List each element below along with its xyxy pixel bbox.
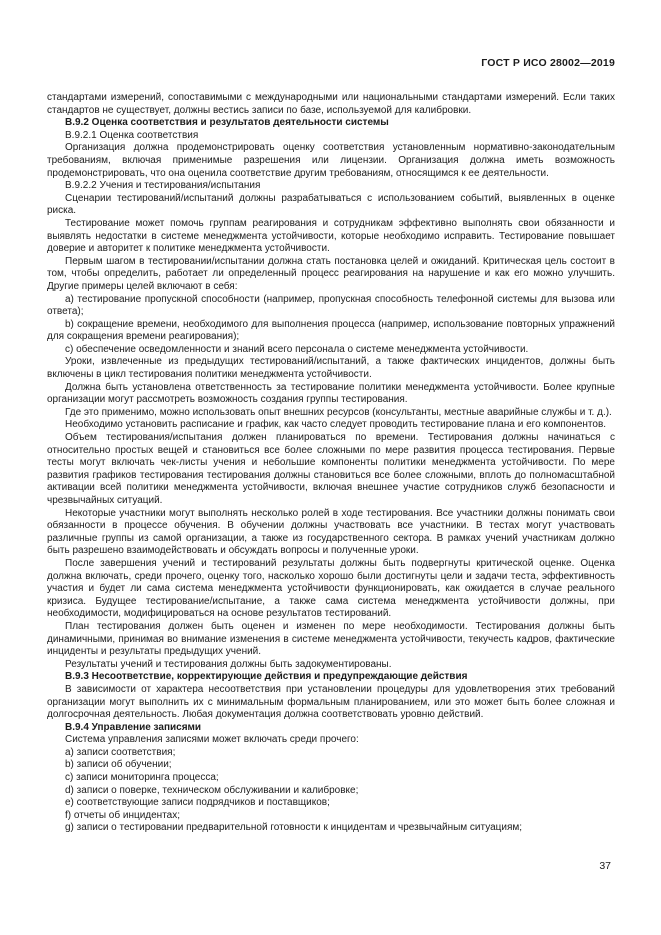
list-item: b) записи об обучении; <box>65 759 172 771</box>
paragraph: Где это применимо, можно использовать опыт внешних ресурсов (консультанты, местные аварийные службы и т. д.). <box>65 406 612 418</box>
paragraph: Организация должна продемонстрировать оценку соответствия установленным нормативно-законодательным требованиям, включая применимые разрешения или лицензии. Организация должна иметь возможность продемонстрировать, что она оценила соответствие другим требованиям, относящимся к ее деятельности. <box>47 142 615 179</box>
paragraph: Первым шагом в тестировании/испытании должна стать постановка целей и ожиданий. Критическая цель состоит в том, чтобы определить, работает ли определенный процесс реагирования на нарушение и как его можно улучшить. Другие примеры целей включают в себя: <box>47 255 615 292</box>
list-item: d) записи о поверке, техническом обслуживании и калибровке; <box>65 784 359 796</box>
section-heading: В.9.4 Управление записями <box>65 721 202 733</box>
list-item: a) записи соответствия; <box>65 746 176 758</box>
paragraph: Должна быть установлена ответственность за тестирование политики менеджмента устойчивости. Более крупные организации могут рассмотреть возможность создания группы тестирования. <box>47 381 615 406</box>
document-content <box>47 92 615 835</box>
paragraph: Тестирование может помочь группам реагирования и сотрудникам эффективно выполнять свои обязанности и выявлять недостатки в системе менеджмента устойчивости, которые необходимо исправить. Тестирование повышает доверие и авторитет к политике менеджмента устойчивости. <box>47 217 615 255</box>
list-item: e) соответствующие записи подрядчиков и поставщиков; <box>65 797 330 809</box>
list-item: b) сокращение времени, необходимого для выполнения процесса (например, использование повторных упражнений для сокращения времени реагирования); <box>47 318 615 343</box>
paragraph: Необходимо установить расписание и график, как часто следует проводить тестирование плана и его компонентов. <box>65 419 607 431</box>
page-footer <box>599 860 611 872</box>
paragraph: План тестирования должен быть оценен и изменен по мере необходимости. Тестирования должны быть динамичными, принимая во внимание изменения в системе менеджмента устойчивости, текучесть кадров, фактические инциденты и результаты предыдущих учений. <box>47 620 615 658</box>
paragraph: Система управления записями может включать среди прочего: <box>65 734 359 746</box>
paragraph: В.9.2.2 Учения и тестирования/испытания <box>65 180 261 192</box>
list-item: c) записи мониторинга процесса; <box>65 772 219 784</box>
paragraph: Объем тестирования/испытания должен планироваться по времени. Тестирования должны начинаться с относительно простых вещей и становиться все более сложными по мере развития процесса тестирования. Первые тесты могут включать чек-листы учения и небольшие компоненты политики менеджмента устойчивости. По мере развития графиков тестирования тестирования должны становиться все более сложными, вплоть до полномасштабной активации всей политики менеджмента устойчивости, включая внешнее участие сотрудников служб безопасности и чрезвычайных ситуаций. <box>47 432 615 506</box>
paragraph: стандартами измерений, сопоставимыми с международными или национальными стандартами измерений. Если таких стандартов не существует, должны вестись записи по базе, используемой для калибровки. <box>47 92 615 116</box>
paragraph: Результаты учений и тестирования должны быть задокументированы. <box>65 658 392 670</box>
page-number: 37 <box>599 860 611 872</box>
list-item: c) обеспечение осведомленности и знаний всего персонала о системе менеджмента устойчивости. <box>65 343 529 355</box>
paragraph: Уроки, извлеченные из предыдущих тестирований/испытаний, а также фактических инцидентов, должны быть включены в цикл тестирования политики менеджмента устойчивости. <box>47 356 615 381</box>
standard-number: ГОСТ Р ИСО 28002—2019 <box>481 57 615 69</box>
list-item: f) отчеты об инцидентах; <box>65 809 181 821</box>
paragraph: Сценарии тестирований/испытаний должны разрабатываться с использованием событий, выявленных в оценке риска. <box>47 192 615 217</box>
section-heading: В.9.2 Оценка соответствия и результатов деятельности системы <box>65 117 389 129</box>
list-item: g) записи о тестировании предварительной готовности к инцидентам и чрезвычайным ситуациям; <box>65 822 523 834</box>
document-header <box>47 57 615 69</box>
paragraph: После завершения учений и тестирований результаты должны быть подвергнуты критической оценке. Оценка должна включать, среди прочего, оценку того, насколько хорошо были достигнуты цели и задачи теста, эффективность участия и будет ли сама система менеджмента устойчивости функционировать, как ожидается в случае реального кризиса. Будущее тестирование/испытание, а также сама система менеджмента устойчивости должны, при необходимости, модифицироваться на основе результатов тестирований. <box>47 557 615 620</box>
list-item: a) тестирование пропускной способности (например, пропускная способность телефонной системы для вызова или ответа); <box>47 293 615 318</box>
paragraph: Некоторые участники могут выполнять несколько ролей в ходе тестирования. Все участники должны понимать свои обязанности в процессе обучения. В обучении должны участвовать все участники. В тестах могут участвовать различные группы из самой организации, а также из государственного сектора. В рамках учений участникам должно быть разрешено взаимодействовать и обсуждать вопросы и полученные уроки. <box>47 507 615 557</box>
paragraph: В.9.2.1 Оценка соответствия <box>65 129 199 141</box>
section-heading: В.9.3 Несоответствие, корректирующие действия и предупреждающие действия <box>65 671 468 683</box>
paragraph: В зависимости от характера несоответствия при установлении процедуры для удовлетворения этих требований организации могут выполнить их с минимальным формальным планированием, или это может быть более сложная и долгосрочная деятельность. Любая документация должна соответствовать уровню действий. <box>47 683 615 721</box>
